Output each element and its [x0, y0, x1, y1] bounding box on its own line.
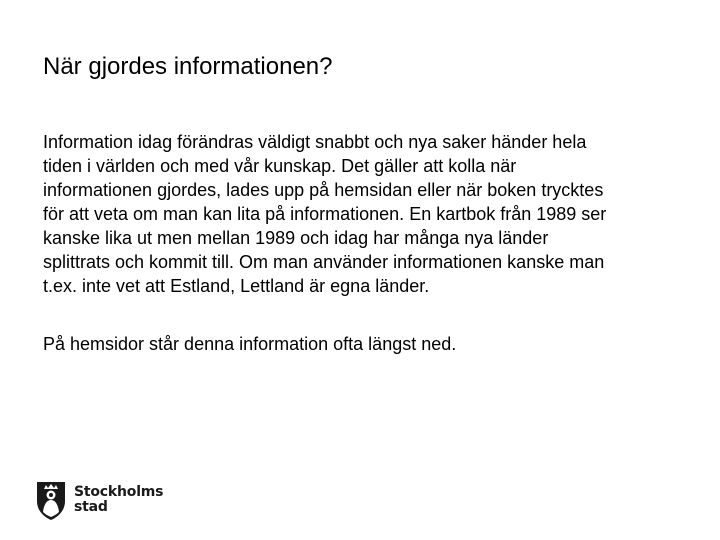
- logo-line-2: stad: [74, 499, 108, 515]
- stockholm-crest-icon: [36, 479, 66, 521]
- logo-line-1: Stockholms: [74, 484, 164, 500]
- body-line: för att veta om man kan lita på informationen. En kartbok från 1989 ser: [43, 204, 607, 224]
- body-line: kanske lika ut men mellan 1989 och idag har många nya länder: [43, 228, 549, 248]
- logo-wordmark: [74, 485, 163, 515]
- body-line: informationen gjordes, lades upp på hemsidan eller när boken trycktes: [43, 180, 604, 200]
- body-line: tiden i världen och med vår kunskap. Det gäller att kolla när: [43, 156, 517, 176]
- slide-title: När gjordes informationen?: [43, 53, 333, 80]
- body-paragraph: [43, 130, 683, 298]
- stockholms-stad-logo: [36, 479, 163, 521]
- body-paragraph-2: På hemsidor står denna information ofta längst ned.: [43, 334, 457, 354]
- body-line: splittrats och kommit till. Om man använder informationen kanske man: [43, 252, 605, 272]
- body-line: t.ex. inte vet att Estland, Lettland är egna länder.: [43, 276, 430, 296]
- body-line: Information idag förändras väldigt snabbt och nya saker händer hela: [43, 132, 587, 152]
